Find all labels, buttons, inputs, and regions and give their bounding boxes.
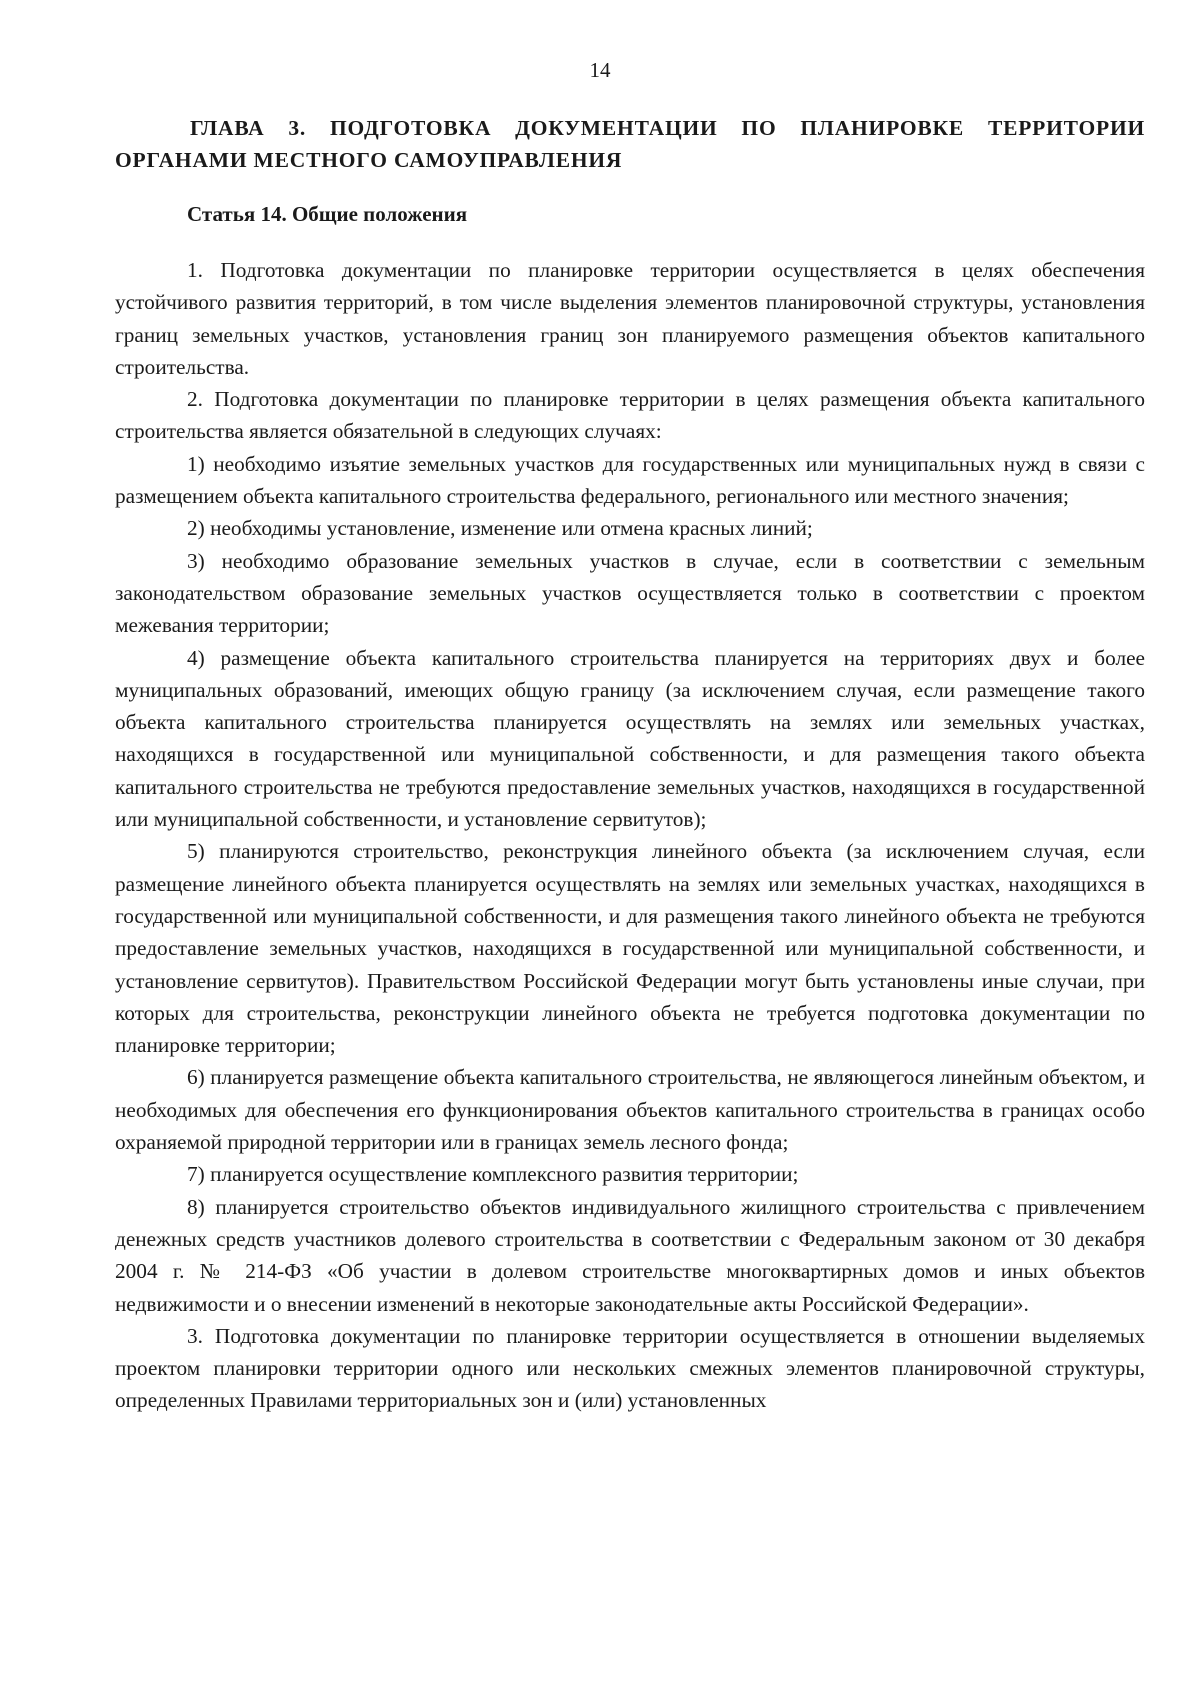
article-title: Статья 14. Общие положения [187,202,468,226]
list-item-8: 8) планируется строительство объектов индивидуального жилищного строительства с привлечением денежных средств участников долевого строительства в соответствии с Федеральным законом от 30 декабря 2004 г. № 214-ФЗ «Об участии в долевом строительстве многоквартирных домов и иных объектов недвижимости и о внесении изменений в некоторые законодательные акты Российской Федерации». [115,1194,1145,1316]
list-item-5: 5) планируются строительство, реконструкция линейного объекта (за исключением случая, если размещение линейного объекта планируется осуществлять на землях или земельных участках, находящихся в государственной или муниципальной собственности, и для размещения такого линейного объекта не требуются предоставление земельных участков, находящихся в государственной или муниципальной собственности, и установление сервитутов). Правительством Российской Федерации могут быть установлены иные случаи, при которых для строительства, реконструкции линейного объекта не требуется подготовка документации по планировке территории; [115,839,1145,1058]
list-item-4: 4) размещение объекта капитального строительства планируется на территориях двух и более муниципальных образований, имеющих общую границу (за исключением случая, если размещение такого объекта капитального строительства планируется осуществлять на землях или земельных участках, находящихся в государственной или муниципальной собственности, и для размещения такого объекта капитального строительства не требуются предоставление земельных участков, находящихся в государственной или муниципальной собственности, и установление сервитутов); [115,645,1145,832]
paragraph-1: 1. Подготовка документации по планировке территории осуществляется в целях обеспечения устойчивого развития территорий, в том числе выделения элементов планировочной структуры, установления границ земельных участков, установления границ зон планируемого размещения объектов капитального строительства. [115,258,1145,379]
list-item-2: 2) необходимы установление, изменение или отмена красных линий; [187,516,813,541]
list-item-7: 7) планируется осуществление комплексного развития территории; [187,1162,799,1187]
page-number: 14 [589,58,611,82]
list-item-6: 6) планируется размещение объекта капитального строительства, не являющегося линейным объектом, и необходимых для обеспечения его функционирования объектов капитального строительства в границах особо охраняемой природной территории или в границах земель лесного фонда; [115,1065,1145,1155]
list-item-1: 1) необходимо изъятие земельных участков для государственных или муниципальных нужд в связи с размещением объекта капитального строительства федерального, регионального или местного значения; [115,451,1145,509]
page-content [115,112,1145,1417]
chapter-title: ГЛАВА 3. ПОДГОТОВКА ДОКУМЕНТАЦИИ ПО ПЛАНИРОВКЕ ТЕРРИТОРИИ ОРГАНАМИ МЕСТНОГО САМОУПРАВЛЕНИЯ [115,116,1145,172]
paragraph-2: 2. Подготовка документации по планировке территории в целях размещения объекта капитального строительства является обязательной в следующих случаях: [115,387,1145,444]
list-item-3: 3) необходимо образование земельных участков в случае, если в соответствии с земельным законодательством образование земельных участков осуществляется только в соответствии с проектом межевания территории; [115,548,1145,638]
paragraph-3: 3. Подготовка документации по планировке территории осуществляется в отношении выделяемых проектом планировки территории одного или нескольких смежных элементов планировочной структуры, определенных Правилами территориальных зон и (или) установленных [115,1323,1145,1413]
article-body [115,254,1145,1417]
